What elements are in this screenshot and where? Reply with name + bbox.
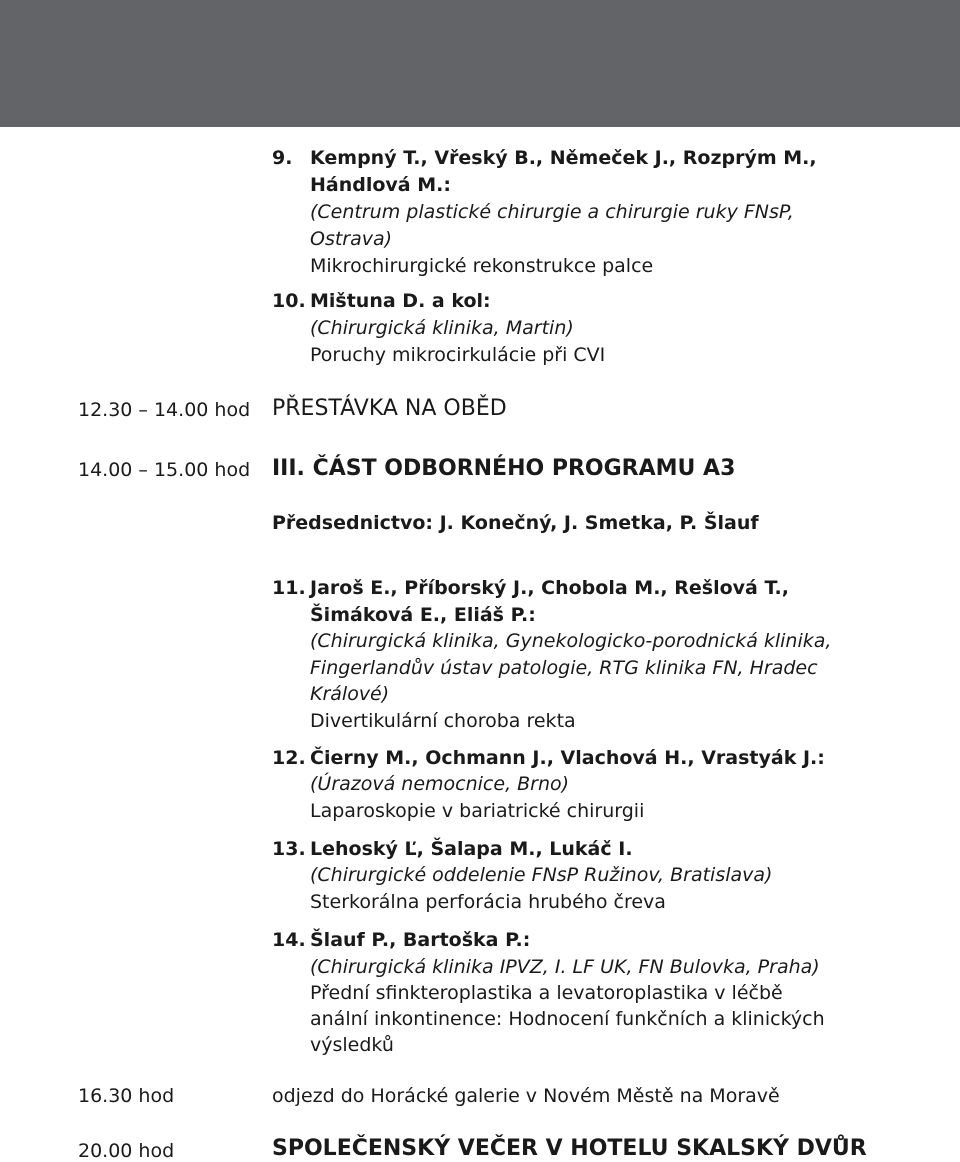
item-institution: (Chirurgická klinika, Gynekologicko-porodnická klinika, (310, 630, 832, 652)
item-number: 13. (272, 838, 306, 860)
item-number: 11. (272, 577, 306, 599)
break-title: PŘESTÁVKA NA OBĚD (272, 396, 507, 421)
section-time: 14.00 – 15.00 hod (78, 459, 251, 481)
item-title: Laparoskopie v bariatrické chirurgii (310, 800, 645, 822)
event-title: SPOLEČENSKÝ VEČER V HOTELU SKALSKÝ DVŮR (272, 1136, 867, 1161)
item-authors: Jaroš E., Příborský J., Chobola M., Rešlová T., (310, 577, 789, 599)
item-title: Divertikulární choroba rekta (310, 710, 576, 732)
item-title: Mikrochirurgické rekonstrukce palce (310, 255, 654, 277)
item-title: Přední sfinkteroplastika a levatoroplastika v léčbě (310, 982, 783, 1004)
item-institution: (Chirurgické oddelenie FNsP Ružinov, Bratislava) (310, 864, 773, 886)
item-institution: (Centrum plastické chirurgie a chirurgie ruky FNsP, (310, 201, 794, 223)
item-institution: (Chirurgická klinika, Martin) (310, 317, 574, 339)
item-institution: (Úrazová nemocnice, Brno) (310, 773, 570, 795)
section-chairs: Předsednictvo: J. Konečný, J. Smetka, P. Šlauf (272, 512, 759, 534)
event-time: 16.30 hod (78, 1085, 175, 1107)
item-authors: Šlauf P., Bartoška P.: (310, 929, 531, 951)
header-bar (0, 0, 960, 127)
item-number: 12. (272, 747, 306, 769)
item-institution: Ostrava) (310, 228, 393, 250)
item-number: 10. (272, 290, 306, 312)
item-title: výsledků (310, 1034, 394, 1056)
item-number: 14. (272, 929, 306, 951)
item-title: Sterkorálna perforácia hrubého čreva (310, 891, 666, 913)
item-authors: Lehoský Ľ, Šalapa M., Lukáč I. (310, 838, 633, 860)
item-authors: Mištuna D. a kol: (310, 290, 491, 312)
item-authors: Kempný T., Vřeský B., Němeček J., Rozprým M., (310, 147, 817, 169)
item-title: Poruchy mikrocirkulácie při CVI (310, 344, 606, 366)
item-authors: Hándlová M.: (310, 174, 451, 196)
event-time: 20.00 hod (78, 1140, 175, 1162)
item-institution: Fingerlandův ústav patologie, RTG klinika FN, Hradec (310, 657, 818, 679)
item-authors: Šimáková E., Eliáš P.: (310, 604, 536, 626)
section-title: III. ČÁST ODBORNÉHO PROGRAMU A3 (272, 456, 736, 481)
event-text: odjezd do Horácké galerie v Novém Městě na Moravě (272, 1085, 780, 1107)
item-institution: Králové) (310, 683, 390, 705)
item-institution: (Chirurgická klinika IPVZ, I. LF UK, FN Bulovka, Praha) (310, 956, 820, 978)
break-time: 12.30 – 14.00 hod (78, 399, 251, 421)
item-title: anální inkontinence: Hodnocení funkčních a klinických (310, 1008, 825, 1030)
item-authors: Čierny M., Ochmann J., Vlachová H., Vrastyák J.: (310, 747, 825, 769)
item-number: 9. (272, 147, 293, 169)
